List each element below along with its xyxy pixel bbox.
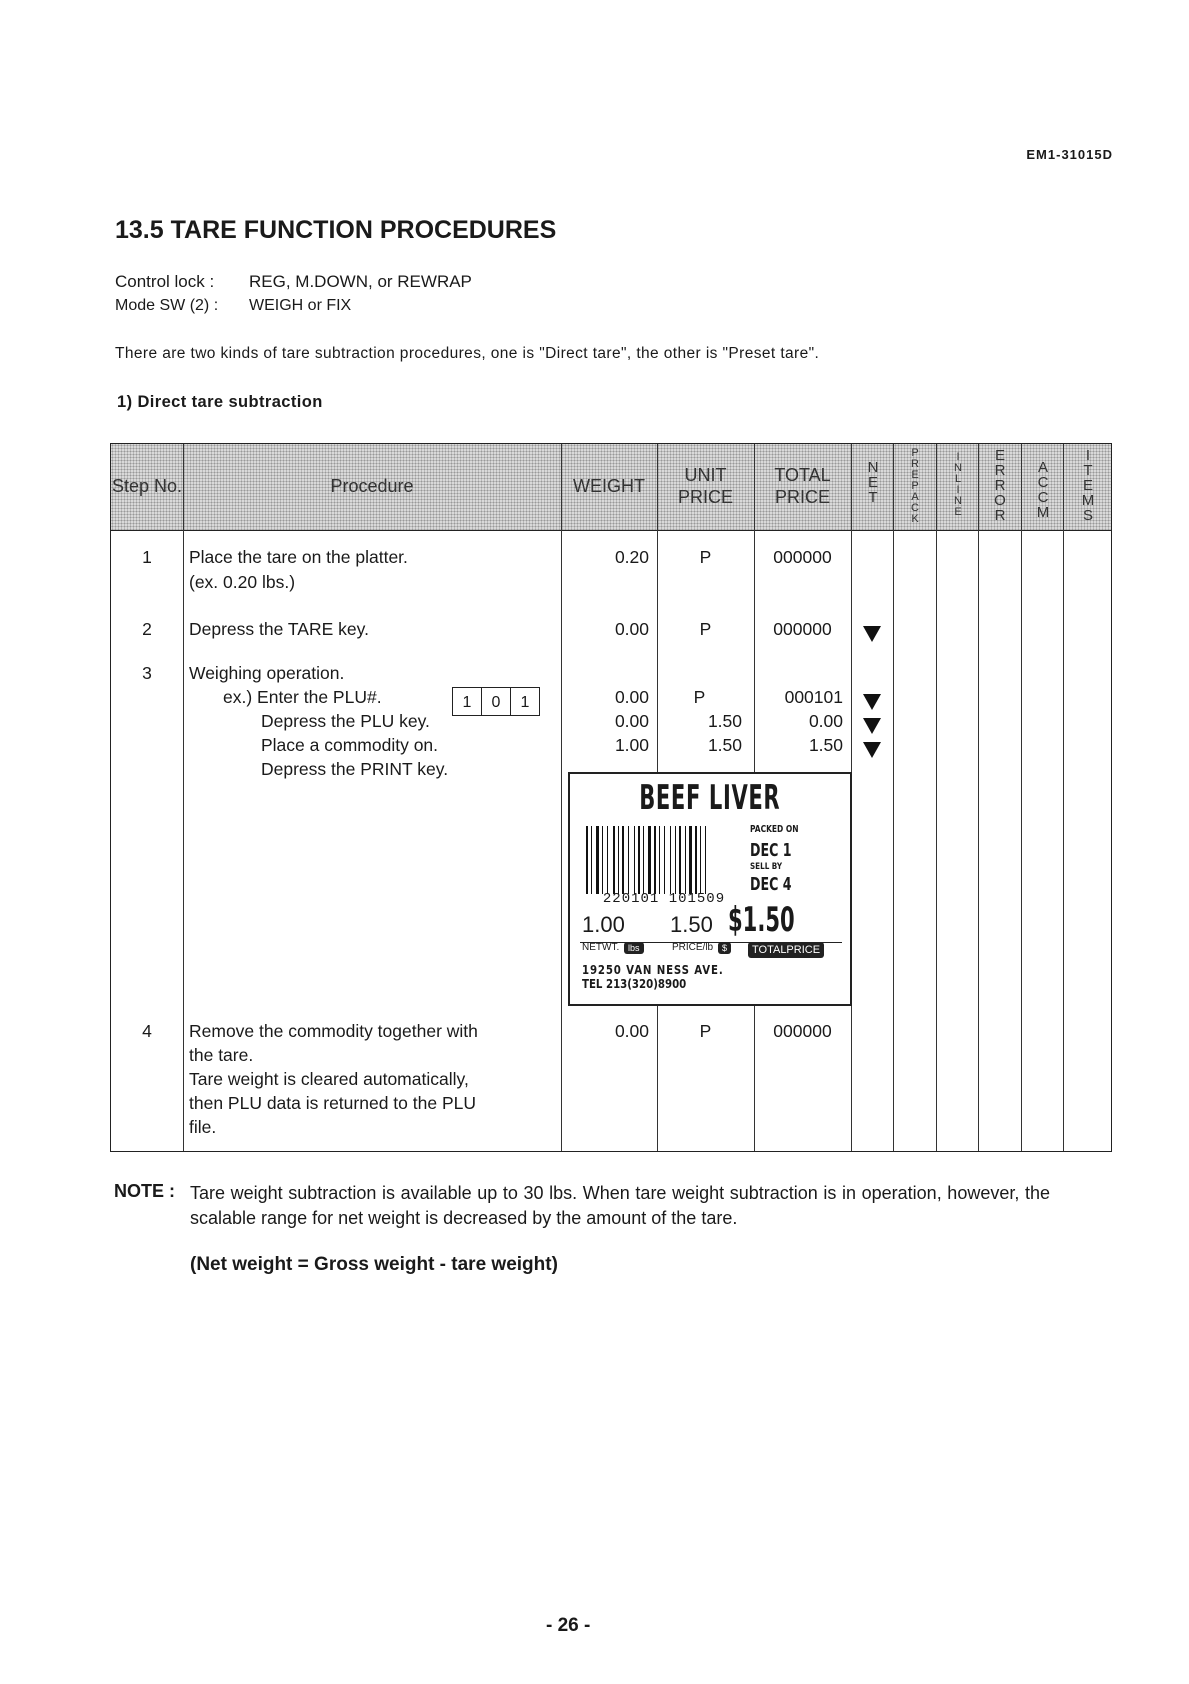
row-3-unit-2: 1.50 [707,711,742,731]
price-lb-label: PRICE/lb [672,942,714,953]
row-1-weight: 0.20 [614,547,649,567]
note-formula: (Net weight = Gross weight - tare weight) [190,1254,558,1275]
step-4: 4 [142,1021,152,1041]
row-3-line-1: Weighing operation. [189,663,345,683]
net-indicator-icon [863,694,881,710]
mode-switch-label: Mode SW (2) : [115,297,219,314]
total-price-label: TOTALPRICE [748,942,824,958]
row-2-total: 000000 [773,619,832,639]
header-accm: A C C M [1036,459,1050,521]
packed-on-date: DEC 1 [750,840,792,861]
row-4-weight: 0.00 [614,1021,649,1041]
dollar-tag: $ [718,942,731,954]
row-1-unit: P [699,547,712,567]
row-2-weight: 0.00 [614,619,649,639]
label-net-weight: 1.00 [582,912,625,937]
row-4-unit: P [699,1021,712,1041]
sell-by-label: SELL BY [750,862,783,872]
step-3: 3 [142,663,152,683]
net-indicator-icon [863,742,881,758]
header-error: E R R O R [994,447,1006,524]
header-inline: I N L I N E [954,451,962,518]
header-total-price: TOTAL PRICE [774,465,831,507]
label-product-name: BEEF LIVER [639,778,781,818]
row-3-weight-1: 0.00 [614,687,649,707]
page-number: - 26 - [546,1615,591,1636]
step-1: 1 [142,547,152,567]
intro-text: There are two kinds of tare subtraction procedures, one is "Direct tare", the other is "Preset tare". [115,345,820,362]
note-text: Tare weight subtraction is available up to 30 lbs. When tare weight subtraction is in operation, however, the scalable range for net weight is decreased by the amount of the tare. [190,1183,1050,1228]
control-lock [115,272,472,292]
header-net: N E T [867,459,879,506]
lbs-tag: lbs [624,942,644,954]
row-4-line-4: then PLU data is returned to the PLU [189,1093,476,1113]
row-3-total-3: 1.50 [808,735,843,755]
net-indicator-icon [863,626,881,642]
row-4-total: 000000 [773,1021,832,1041]
net-indicator-icon [863,718,881,734]
barcode-number: 220101 101509 [602,891,726,907]
control-lock-label: Control lock : [115,272,215,291]
row-4-line-2: the tare. [189,1045,254,1065]
header-prepack: P R E P A C K [911,447,919,525]
control-lock-value: REG, M.DOWN, or REWRAP [249,272,472,291]
label-address: 19250 VAN NESS AVE. [582,963,724,977]
label-total-price: $1.50 [728,900,795,940]
mode-switch-value: WEIGH or FIX [249,297,352,314]
header-procedure: Procedure [330,476,414,497]
row-3-line-2: ex.) Enter the PLU#. [223,687,382,707]
label-phone: TEL 213(320)8900 [582,977,687,991]
row-3-weight-3: 1.00 [614,735,649,755]
row-3-unit-3: 1.50 [707,735,742,755]
row-3-sub-3: Depress the PRINT key. [261,759,449,779]
row-4-line-3: Tare weight is cleared automatically, [189,1069,469,1089]
key-1b: 1 [520,694,530,711]
header-unit-price: UNIT PRICE [677,465,733,507]
row-3-unit-1: P [693,687,706,707]
header-items: I T E M S [1081,447,1095,524]
row-3-total-2: 0.00 [808,711,843,731]
section-title: 13.5 TARE FUNCTION PROCEDURES [115,216,557,244]
step-2: 2 [142,619,152,639]
row-3-weight-2: 0.00 [614,711,649,731]
row-2-line-1: Depress the TARE key. [189,619,369,639]
plu-keys [452,687,540,716]
key-1: 1 [453,688,482,715]
row-4-line-5: file. [189,1117,217,1137]
printed-label [568,772,852,1006]
row-3-sub-2: Place a commodity on. [261,735,439,755]
sell-by-date: DEC 4 [750,874,792,895]
mode-switch [115,297,352,315]
row-4-line-1: Remove the commodity together with [189,1021,478,1041]
row-2-unit: P [699,619,712,639]
row-3-total-1: 000101 [784,687,843,707]
row-1-total: 000000 [773,547,832,567]
row-1-line-2: (ex. 0.20 lbs.) [189,572,296,592]
header-step: Step No. [111,476,183,497]
label-price-per-lb: 1.50 [670,912,713,937]
row-1-line-1: Place the tare on the platter. [189,547,408,567]
packed-on-label: PACKED ON [750,824,799,835]
header-weight: WEIGHT [573,476,645,497]
barcode-icon [584,826,744,896]
subsection-heading: 1) Direct tare subtraction [117,393,323,411]
key-0: 0 [482,688,511,715]
note-label: NOTE : [114,1181,175,1201]
row-3-sub-1: Depress the PLU key. [261,711,430,731]
document-id: EM1-31015D [1026,147,1113,162]
net-wt-label: NETWT. [582,942,620,953]
